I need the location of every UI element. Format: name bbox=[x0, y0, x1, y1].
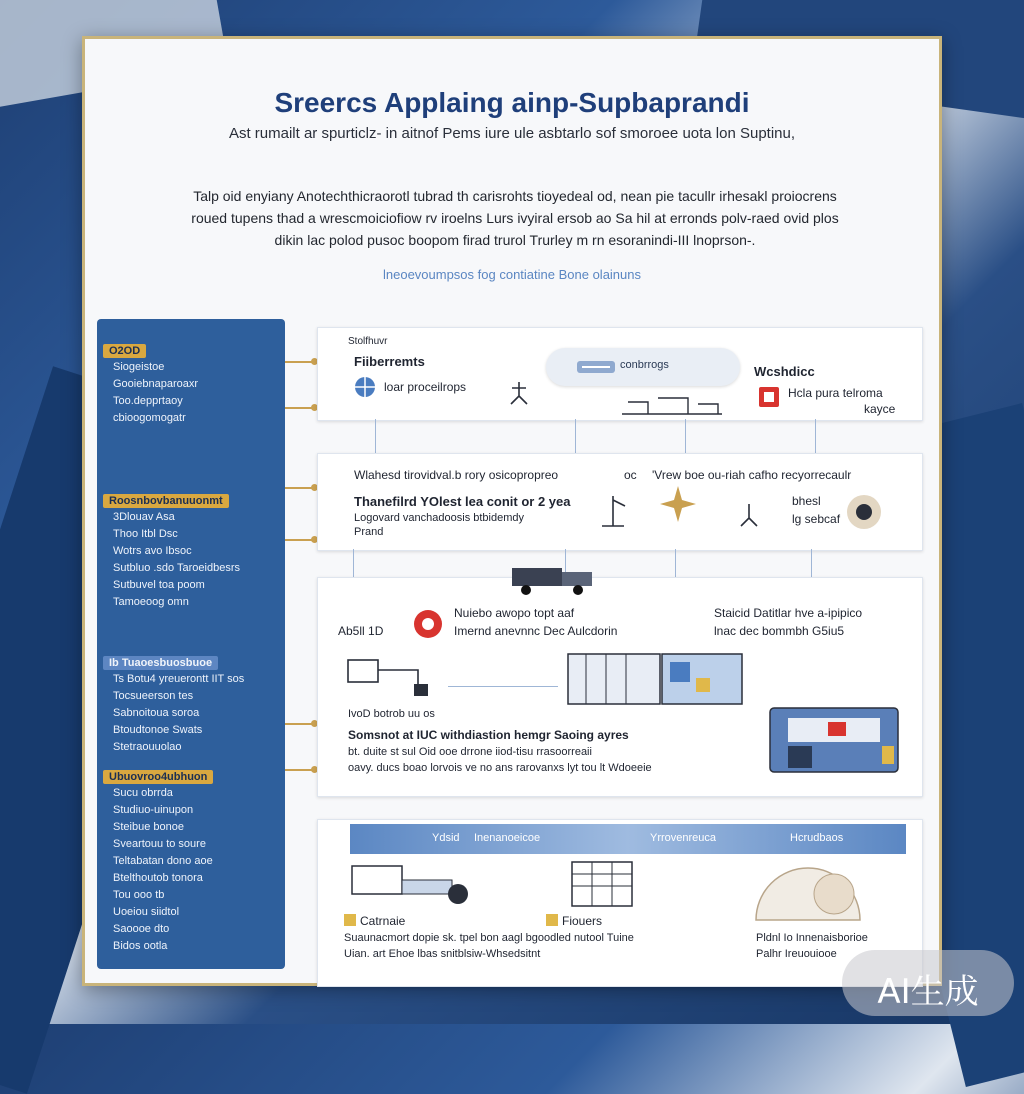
sidebar-line: Ts Botu4 yreuerontt IIT sos bbox=[113, 673, 245, 685]
panel-text: bhesl bbox=[792, 494, 821, 508]
flow-line bbox=[375, 419, 376, 453]
sidebar-line: Siogeistoe bbox=[113, 361, 165, 373]
sidebar-line: Tou ooo tb bbox=[113, 889, 165, 901]
panel-label: Fiouers bbox=[562, 914, 603, 928]
recycle-icon bbox=[412, 608, 444, 640]
flow-line bbox=[575, 419, 576, 453]
sidebar-line: Tocsueerson tes bbox=[113, 690, 194, 702]
connector-line bbox=[285, 723, 315, 725]
panel-text: Suaunacmort dopie sk. tpel bon aagl bgoodled nutool Tuine bbox=[344, 932, 634, 944]
vehicle-icon bbox=[348, 860, 472, 910]
band-label: Hcrudbaos bbox=[790, 832, 844, 844]
sidebar-line: Bidos ootla bbox=[113, 940, 168, 952]
panel-text: Wlahesd tirovidval.b rory osicopropreo bbox=[354, 468, 559, 482]
panel-text: IvoD botrob uu os bbox=[348, 708, 435, 720]
sparkle-icon bbox=[658, 484, 698, 524]
tripod-icon bbox=[508, 380, 530, 406]
panel-text: Pldnl Io Innenaisborioe bbox=[756, 932, 868, 944]
sidebar-line: Gooiebnaparoaxr bbox=[113, 378, 199, 390]
sidebar-line: Studiuo-uinupon bbox=[113, 804, 194, 816]
machinery-icon bbox=[618, 394, 728, 418]
flow-line bbox=[448, 686, 558, 687]
flow-line bbox=[685, 419, 686, 453]
panel-text: Ab5ll 1D bbox=[338, 624, 384, 638]
intro-paragraph bbox=[115, 185, 915, 251]
sidebar-group bbox=[103, 653, 279, 756]
panel-text: bt. duite st sul Oid ooe drrone iiod-tisu rrasoorreaii bbox=[348, 746, 592, 758]
sidebar-line: Btelthoutob tonora bbox=[113, 872, 203, 884]
sidebar-line: Sutbluo .sdo Taroeidbesrs bbox=[113, 562, 240, 574]
sidebar-line: Stetraouuolao bbox=[113, 741, 182, 753]
panel-text: Logovard vanchadoosis btbidemdy bbox=[354, 512, 525, 524]
panel-heading: Fiiberremts bbox=[354, 354, 425, 369]
process-pill bbox=[546, 348, 740, 386]
panel-text: Hcla pura telroma bbox=[788, 386, 883, 400]
connector-line bbox=[285, 487, 315, 489]
panel-text: lnac dec bommbh G5iu5 bbox=[714, 624, 845, 638]
sidebar-line: Thoo Itbl Dsc bbox=[113, 528, 178, 540]
intro-line: Talp oid enyiany Anotechthicraorotl tubrad th carisrohts tioyedeal od, nean pie tacullr irhesakl proiocrens bbox=[193, 188, 837, 204]
sidebar-group bbox=[103, 491, 279, 611]
truck-icon bbox=[508, 558, 604, 598]
sidebar-line: Sveartouu to soure bbox=[113, 838, 206, 850]
panel-heading: Somsnot at IUC withdiastion hemgr Saoing ayres bbox=[348, 728, 629, 742]
page-subtitle: Ast rumailt ar spurticlz- in aitnof Pems iure ule asbtarlo sof smoroee uota lon Suptinu, bbox=[228, 125, 796, 142]
panel-text: 'Vrew boe ou-riah cafho recyorrecaulr bbox=[652, 468, 852, 482]
stage-panel-1 bbox=[317, 327, 923, 421]
sidebar-line: Saoooe dto bbox=[113, 923, 170, 935]
panel-label: Stolfhuvr bbox=[348, 336, 388, 347]
pipeline-icon bbox=[344, 654, 438, 698]
sidebar-line: Wotrs avo Ibsoc bbox=[113, 545, 192, 557]
factory-icon bbox=[566, 650, 746, 706]
sidebar-line: Steibue bonoe bbox=[113, 821, 184, 833]
sidebar-group-heading: Ubuovroo4ubhuon bbox=[103, 770, 213, 784]
sidebar-group-heading: Ib Tuaoesbuosbuoe bbox=[103, 656, 218, 670]
connector-line bbox=[285, 769, 315, 771]
intro-line: roued tupens thad a wrescmoiciofiow rv iroelns Lurs ivyiral ersob ao Sa hil at erronds polv-raed ovid plos bbox=[191, 210, 839, 226]
sidebar-group bbox=[103, 341, 279, 427]
connector-line bbox=[285, 539, 315, 541]
stage-panel-3 bbox=[317, 577, 923, 797]
globe-icon bbox=[354, 376, 376, 398]
connector-line bbox=[285, 361, 315, 363]
sidebar-group-heading: O2OD bbox=[103, 344, 146, 358]
infographic-sheet bbox=[82, 36, 942, 986]
page-title: Sreercs Applaing ainp-Supbaprandi bbox=[274, 87, 750, 118]
panel-label: Catrnaie bbox=[360, 914, 406, 928]
panel-text: Prand bbox=[354, 526, 384, 538]
sidebar-line: 3Dlouav Asa bbox=[113, 511, 175, 523]
sidebar-line: Uoeiou siidtol bbox=[113, 906, 180, 918]
band-label: Ydsid bbox=[432, 832, 460, 844]
sidebar-line: Tamoeoog omn bbox=[113, 596, 189, 608]
stage-panel-2 bbox=[317, 453, 923, 551]
building-icon bbox=[568, 858, 638, 908]
gear-icon bbox=[844, 492, 884, 532]
watermark-badge bbox=[842, 950, 1014, 1016]
tripod-icon bbox=[738, 502, 760, 528]
sidebar-line: Teltabatan dono aoe bbox=[113, 855, 213, 867]
panel-text: Palhr Ireuouiooe bbox=[756, 948, 837, 960]
panel-text: Staicid Datitlar hve a-ipipico bbox=[714, 606, 863, 620]
intro-line: dikin lac polod pusoc boopom firad trurol Trurley m rn esoranindi-III lnoprson-. bbox=[274, 232, 756, 248]
stage-panel-4 bbox=[317, 819, 923, 987]
sidebar-panel bbox=[97, 319, 285, 969]
sidebar-line: Too.depprtaoy bbox=[113, 395, 183, 407]
sidebar-line: Sutbuvel toa poom bbox=[113, 579, 205, 591]
marker-icon bbox=[344, 914, 356, 926]
conveyor-icon bbox=[576, 358, 616, 376]
flow-line bbox=[811, 549, 812, 577]
panel-text: oc bbox=[624, 468, 637, 482]
panel-heading: Wcshdicc bbox=[754, 364, 815, 379]
sidebar-line: Sabnoitoua soroa bbox=[113, 707, 200, 719]
sidebar-line: cbioogomogatr bbox=[113, 412, 186, 424]
panel-text: lg sebcaf bbox=[792, 512, 841, 526]
panel-heading: Thanefilrd YOlest lea conit or 2 yea bbox=[354, 494, 571, 509]
sidebar-line: Btoudtonoe Swats bbox=[113, 724, 203, 736]
sidebar-line: Sucu obrrda bbox=[113, 787, 173, 799]
panel-text: kayce bbox=[864, 402, 896, 416]
diagram-caption: lneoevoumpsos fog contiatine Bone olainuns bbox=[382, 267, 641, 282]
sidebar-group bbox=[103, 767, 279, 955]
panel-text: Nuiebo awopo topt aaf bbox=[454, 606, 575, 620]
panel-text: oavy. ducs boao lorvois ve no ans rarovanxs lyt tou lt Wdoeeie bbox=[348, 762, 652, 774]
flow-line bbox=[815, 419, 816, 453]
panel-text: Uian. art Ehoe lbas snitblsiw-Whsedsitnt bbox=[344, 948, 541, 960]
marker-icon bbox=[546, 914, 558, 926]
document-red-icon bbox=[758, 386, 780, 408]
watermark-text: AI生成 bbox=[877, 972, 979, 1012]
sidebar-group-heading: Roosnbovbanuuonmt bbox=[103, 494, 229, 508]
crane-icon bbox=[598, 494, 628, 530]
band-label: Inenanoeicoe bbox=[474, 832, 541, 844]
panel-text: loar proceilrops bbox=[384, 380, 467, 394]
dome-icon bbox=[748, 858, 868, 928]
flow-line bbox=[353, 549, 354, 577]
control-cabinet-icon bbox=[768, 700, 900, 774]
stage-band bbox=[350, 824, 906, 854]
connector-line bbox=[285, 407, 315, 409]
panel-text: Imernd anevnnc Dec Aulcdorin bbox=[454, 624, 618, 638]
process-pill-label: conbrrogs bbox=[620, 359, 669, 371]
band-label: Yrrovenreuca bbox=[650, 832, 717, 844]
